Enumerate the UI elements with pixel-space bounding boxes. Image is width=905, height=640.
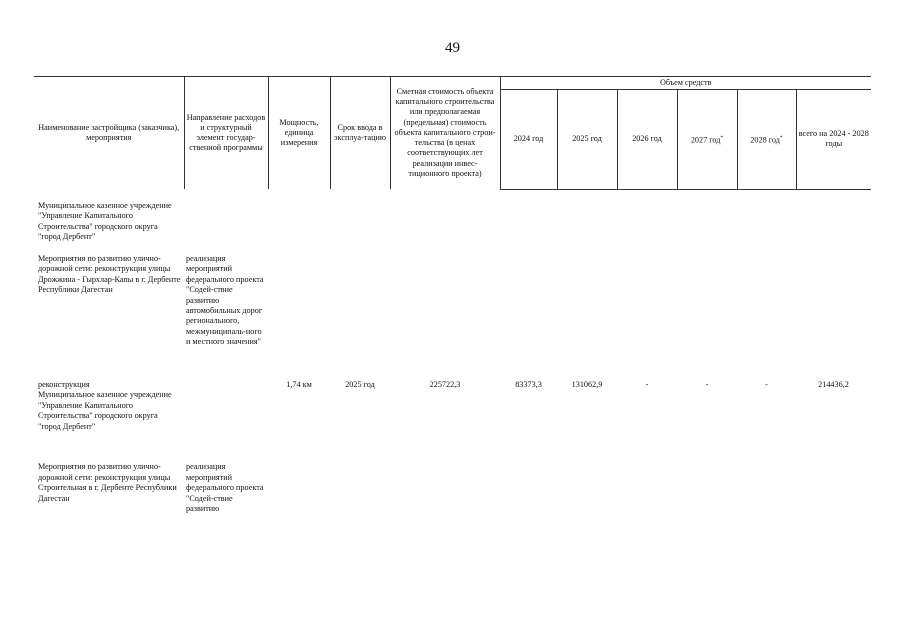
column-header-2025: 2025 год	[557, 90, 617, 189]
row-value-2024: 83373,3	[515, 380, 542, 389]
page-number: 49	[445, 40, 460, 56]
row-value-2027: -	[705, 380, 709, 389]
row-value-2026: -	[645, 380, 649, 389]
column-header-name: Наименование застройщика (заказчика), мероприятия	[34, 77, 184, 190]
row-activity-name: Мероприятия по развитию улично-дорожной сети: реконструкция улицы Строительная в г. Дербенте Республики Дагестан	[38, 462, 177, 503]
row-cost: 225722,3	[429, 380, 461, 389]
table-row	[34, 390, 871, 462]
column-header-2027	[677, 90, 737, 189]
column-header-2028-label: 2028 год	[750, 135, 780, 145]
row-activity-direction: реализация мероприятий федерального проекта "Содей-ствие развитию автомобильных дорог регионального, межмуниципаль-ного и местного значения"	[186, 254, 264, 347]
column-header-2027-label: 2027 год	[690, 135, 721, 145]
table-row	[34, 462, 871, 514]
footnote-mark-2027: *	[720, 134, 724, 141]
column-group-header-funds: Объем средств	[500, 77, 871, 90]
column-header-2028	[737, 90, 796, 189]
column-header-2026: 2026 год	[617, 90, 677, 189]
row-activity-name: Мероприятия по развитию улично-дорожной сети: реконструкция улицы Дрожжина - Гырхлар-Капы в г. Дербенте Республики Дагестан	[38, 254, 181, 295]
row-value-2028: -	[765, 380, 768, 389]
row-term: 2025 год	[345, 380, 375, 389]
footnote-mark-2028: *	[779, 134, 783, 141]
column-header-term: Срок ввода в эксплуа-тацию	[330, 77, 390, 190]
row-customer-name: Муниципальное казенное учреждение "Управление Капитального Строительства" городского округа "город Дербент"	[38, 390, 172, 431]
row-activity-direction: реализация мероприятий федерального проекта "Содей-ствие развитию	[186, 462, 264, 514]
row-value-2025: 131062,9	[571, 380, 603, 389]
row-value-total: 214436,2	[818, 380, 849, 389]
column-header-total: всего на 2024 - 2028 годы	[796, 90, 871, 189]
table-row	[34, 254, 871, 380]
row-capacity: 1,74 км	[286, 380, 312, 389]
capital-construction-table	[34, 76, 871, 514]
column-header-capacity: Мощность, единица измерения	[268, 77, 330, 190]
table-row	[34, 380, 871, 390]
row-customer-name: Муниципальное казенное учреждение "Управление Капитального Строительства" городского округа "город Дербент"	[38, 201, 172, 242]
column-header-2024: 2024 год	[500, 90, 557, 189]
column-header-direction: Направление расходов и структурный элемент государ-ственной программы	[184, 77, 268, 190]
row-work-type: реконструкция	[38, 380, 90, 389]
table-row	[34, 189, 871, 254]
column-header-cost: Сметная стоимость объекта капитального строительства или предполагаемая (предельная) стоимость объекта капитального строи-тельства (в ценах соответствующих лет реализации инвес-тиционного проекта)	[390, 77, 500, 190]
